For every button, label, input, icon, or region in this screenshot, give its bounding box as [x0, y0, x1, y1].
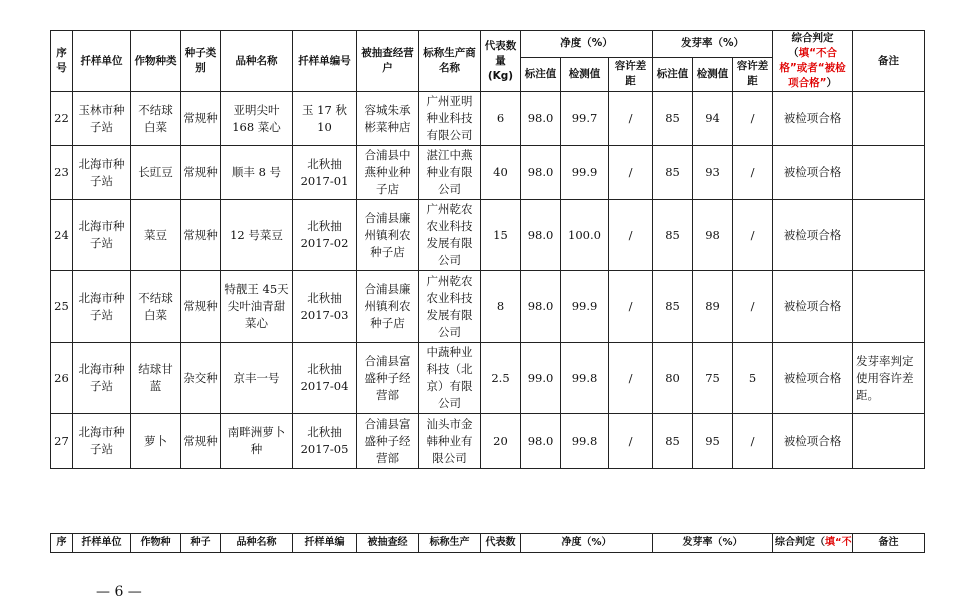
cell-seed-type: 常规种	[181, 146, 221, 200]
cell-purity-tolerance: /	[609, 414, 653, 469]
cell-germination-standard: 85	[653, 271, 693, 343]
cell-purity-standard: 99.0	[521, 343, 561, 414]
cell-unit: 北海市种子站	[73, 200, 131, 271]
cell-germination-measured: 95	[693, 414, 733, 469]
header-seller: 被抽查经营户	[357, 31, 419, 92]
cell-germination-standard: 85	[653, 146, 693, 200]
table-header	[51, 31, 925, 92]
header-judgement	[773, 31, 853, 92]
cell-producer: 广州乾农农业科技发展有限公司	[419, 271, 481, 343]
cell-seed-type: 常规种	[181, 200, 221, 271]
cell-crop: 不结球白菜	[131, 271, 181, 343]
header-variety: 品种名称	[221, 31, 293, 92]
cell-judgement: 被检项合格	[773, 343, 853, 414]
cell-producer: 汕头市金韩种业有限公司	[419, 414, 481, 469]
cell-variety: 顺丰 8 号	[221, 146, 293, 200]
header-judgement-instruction: 填“不合格”或者“被检项合格”	[779, 47, 846, 89]
cell-purity-tolerance: /	[609, 200, 653, 271]
repeat-header-seed-type: 种子	[181, 534, 221, 553]
cell-qty: 6	[481, 92, 521, 146]
cell-sample-no: 北秋抽2017-02	[293, 200, 357, 271]
repeat-header-sample-no: 扦样单编	[293, 534, 357, 553]
cell-germination-tolerance: 5	[733, 343, 773, 414]
repeat-header-germination: 发芽率（%）	[653, 534, 773, 553]
cell-producer: 湛江中燕种业有限公司	[419, 146, 481, 200]
cell-purity-standard: 98.0	[521, 92, 561, 146]
cell-seq: 25	[51, 271, 73, 343]
cell-purity-tolerance: /	[609, 92, 653, 146]
repeat-header-producer: 标称生产	[419, 534, 481, 553]
cell-remark	[853, 146, 925, 200]
cell-seed-type: 常规种	[181, 92, 221, 146]
cell-qty: 20	[481, 414, 521, 469]
cell-qty: 8	[481, 271, 521, 343]
header-seq: 序号	[51, 31, 73, 92]
header-remark: 备注	[853, 31, 925, 92]
header-crop: 作物种类	[131, 31, 181, 92]
cell-purity-tolerance: /	[609, 343, 653, 414]
cell-germination-standard: 85	[653, 200, 693, 271]
cell-germination-tolerance: /	[733, 92, 773, 146]
cell-seq: 26	[51, 343, 73, 414]
header-purity-measured: 检测值	[561, 57, 609, 91]
cell-crop: 不结球白菜	[131, 92, 181, 146]
cell-producer: 广州亚明种业科技有限公司	[419, 92, 481, 146]
cell-seq: 24	[51, 200, 73, 271]
cell-unit: 玉林市种子站	[73, 92, 131, 146]
cell-seller: 合浦县中燕种业种子店	[357, 146, 419, 200]
cell-qty: 2.5	[481, 343, 521, 414]
cell-unit: 北海市种子站	[73, 146, 131, 200]
cell-germination-measured: 89	[693, 271, 733, 343]
cell-purity-tolerance: /	[609, 146, 653, 200]
header-judgement-prefix: 综合判定（	[788, 32, 834, 59]
cell-purity-standard: 98.0	[521, 200, 561, 271]
cell-producer: 广州乾农农业科技发展有限公司	[419, 200, 481, 271]
table-row	[51, 343, 925, 414]
table-row	[51, 271, 925, 343]
cell-purity-standard: 98.0	[521, 414, 561, 469]
cell-seller: 容城朱承彬菜种店	[357, 92, 419, 146]
table-row	[51, 414, 925, 469]
cell-variety: 特靓王 45天尖叶油青甜菜心	[221, 271, 293, 343]
cell-sample-no: 北秋抽2017-05	[293, 414, 357, 469]
repeat-header-seller: 被抽查经	[357, 534, 419, 553]
cell-variety: 京丰一号	[221, 343, 293, 414]
cell-variety: 亚明尖叶168 菜心	[221, 92, 293, 146]
cell-purity-measured: 99.9	[561, 146, 609, 200]
cell-crop: 结球甘蓝	[131, 343, 181, 414]
cell-sample-no: 北秋抽2017-03	[293, 271, 357, 343]
repeat-header-qty: 代表数	[481, 534, 521, 553]
repeat-header-judgement	[773, 534, 853, 553]
cell-seed-type: 常规种	[181, 271, 221, 343]
cell-seq: 27	[51, 414, 73, 469]
cell-germination-measured: 98	[693, 200, 733, 271]
repeat-header-judgement-prefix: 综合判定（	[775, 537, 825, 548]
cell-purity-standard: 98.0	[521, 146, 561, 200]
cell-unit: 北海市种子站	[73, 414, 131, 469]
cell-remark	[853, 92, 925, 146]
table-row	[51, 200, 925, 271]
cell-germination-standard: 85	[653, 414, 693, 469]
cell-unit: 北海市种子站	[73, 343, 131, 414]
cell-purity-measured: 100.0	[561, 200, 609, 271]
cell-germination-measured: 94	[693, 92, 733, 146]
cell-purity-measured: 99.8	[561, 414, 609, 469]
header-sample-no: 扦样单编号	[293, 31, 357, 92]
cell-seller: 合浦县富盛种子经营部	[357, 414, 419, 469]
header-germination-tolerance: 容许差距	[733, 57, 773, 91]
cell-remark	[853, 414, 925, 469]
cell-seed-type: 杂交种	[181, 343, 221, 414]
header-producer: 标称生产商名称	[419, 31, 481, 92]
cell-germination-tolerance: /	[733, 271, 773, 343]
next-page-table-header	[50, 533, 925, 553]
cell-variety: 12 号菜豆	[221, 200, 293, 271]
cell-purity-measured: 99.8	[561, 343, 609, 414]
cell-crop: 菜豆	[131, 200, 181, 271]
cell-judgement: 被检项合格	[773, 146, 853, 200]
cell-sample-no: 北秋抽2017-01	[293, 146, 357, 200]
cell-seller: 合浦县富盛种子经营部	[357, 343, 419, 414]
cell-purity-tolerance: /	[609, 271, 653, 343]
cell-sample-no: 玉 17 秋10	[293, 92, 357, 146]
header-qty: 代表数量(Kg)	[481, 31, 521, 92]
repeat-header-variety: 品种名称	[221, 534, 293, 553]
cell-purity-measured: 99.9	[561, 271, 609, 343]
header-germination-measured: 检测值	[693, 57, 733, 91]
repeat-header-judgement-instruction: 填“不	[825, 537, 852, 548]
cell-qty: 40	[481, 146, 521, 200]
header-purity-standard: 标注值	[521, 57, 561, 91]
table-row	[51, 92, 925, 146]
cell-remark: 发芽率判定使用容许差距。	[853, 343, 925, 414]
cell-unit: 北海市种子站	[73, 271, 131, 343]
header-purity: 净度（%）	[521, 31, 653, 58]
cell-remark	[853, 271, 925, 343]
repeat-header-unit: 扦样单位	[73, 534, 131, 553]
cell-qty: 15	[481, 200, 521, 271]
cell-judgement: 被检项合格	[773, 200, 853, 271]
table-body	[51, 92, 925, 469]
cell-purity-measured: 99.7	[561, 92, 609, 146]
cell-judgement: 被检项合格	[773, 414, 853, 469]
cell-germination-measured: 75	[693, 343, 733, 414]
repeat-header-purity: 净度（%）	[521, 534, 653, 553]
cell-germination-tolerance: /	[733, 414, 773, 469]
cell-seed-type: 常规种	[181, 414, 221, 469]
sampling-results-table	[50, 30, 925, 469]
cell-crop: 萝卜	[131, 414, 181, 469]
cell-seller: 合浦县廉州镇利农种子店	[357, 200, 419, 271]
header-judgement-suffix: ）	[826, 77, 837, 89]
cell-germination-measured: 93	[693, 146, 733, 200]
table-row	[51, 146, 925, 200]
header-seed-type: 种子类别	[181, 31, 221, 92]
cell-seq: 22	[51, 92, 73, 146]
repeat-header-crop: 作物种	[131, 534, 181, 553]
cell-purity-standard: 98.0	[521, 271, 561, 343]
cell-variety: 南畔洲萝卜种	[221, 414, 293, 469]
cell-crop: 长豇豆	[131, 146, 181, 200]
cell-germination-standard: 80	[653, 343, 693, 414]
cell-germination-standard: 85	[653, 92, 693, 146]
repeat-header-seq: 序	[51, 534, 73, 553]
header-purity-tolerance: 容许差距	[609, 57, 653, 91]
cell-judgement: 被检项合格	[773, 92, 853, 146]
header-germination-standard: 标注值	[653, 57, 693, 91]
header-germination: 发芽率（%）	[653, 31, 773, 58]
cell-seller: 合浦县廉州镇利农种子店	[357, 271, 419, 343]
header-unit: 扦样单位	[73, 31, 131, 92]
cell-judgement: 被检项合格	[773, 271, 853, 343]
cell-germination-tolerance: /	[733, 200, 773, 271]
cell-germination-tolerance: /	[733, 146, 773, 200]
cell-producer: 中蔬种业科技（北京）有限公司	[419, 343, 481, 414]
repeat-header-remark: 备注	[853, 534, 925, 553]
cell-sample-no: 北秋抽2017-04	[293, 343, 357, 414]
page-number: — 6 —	[96, 584, 142, 600]
cell-remark	[853, 200, 925, 271]
cell-seq: 23	[51, 146, 73, 200]
